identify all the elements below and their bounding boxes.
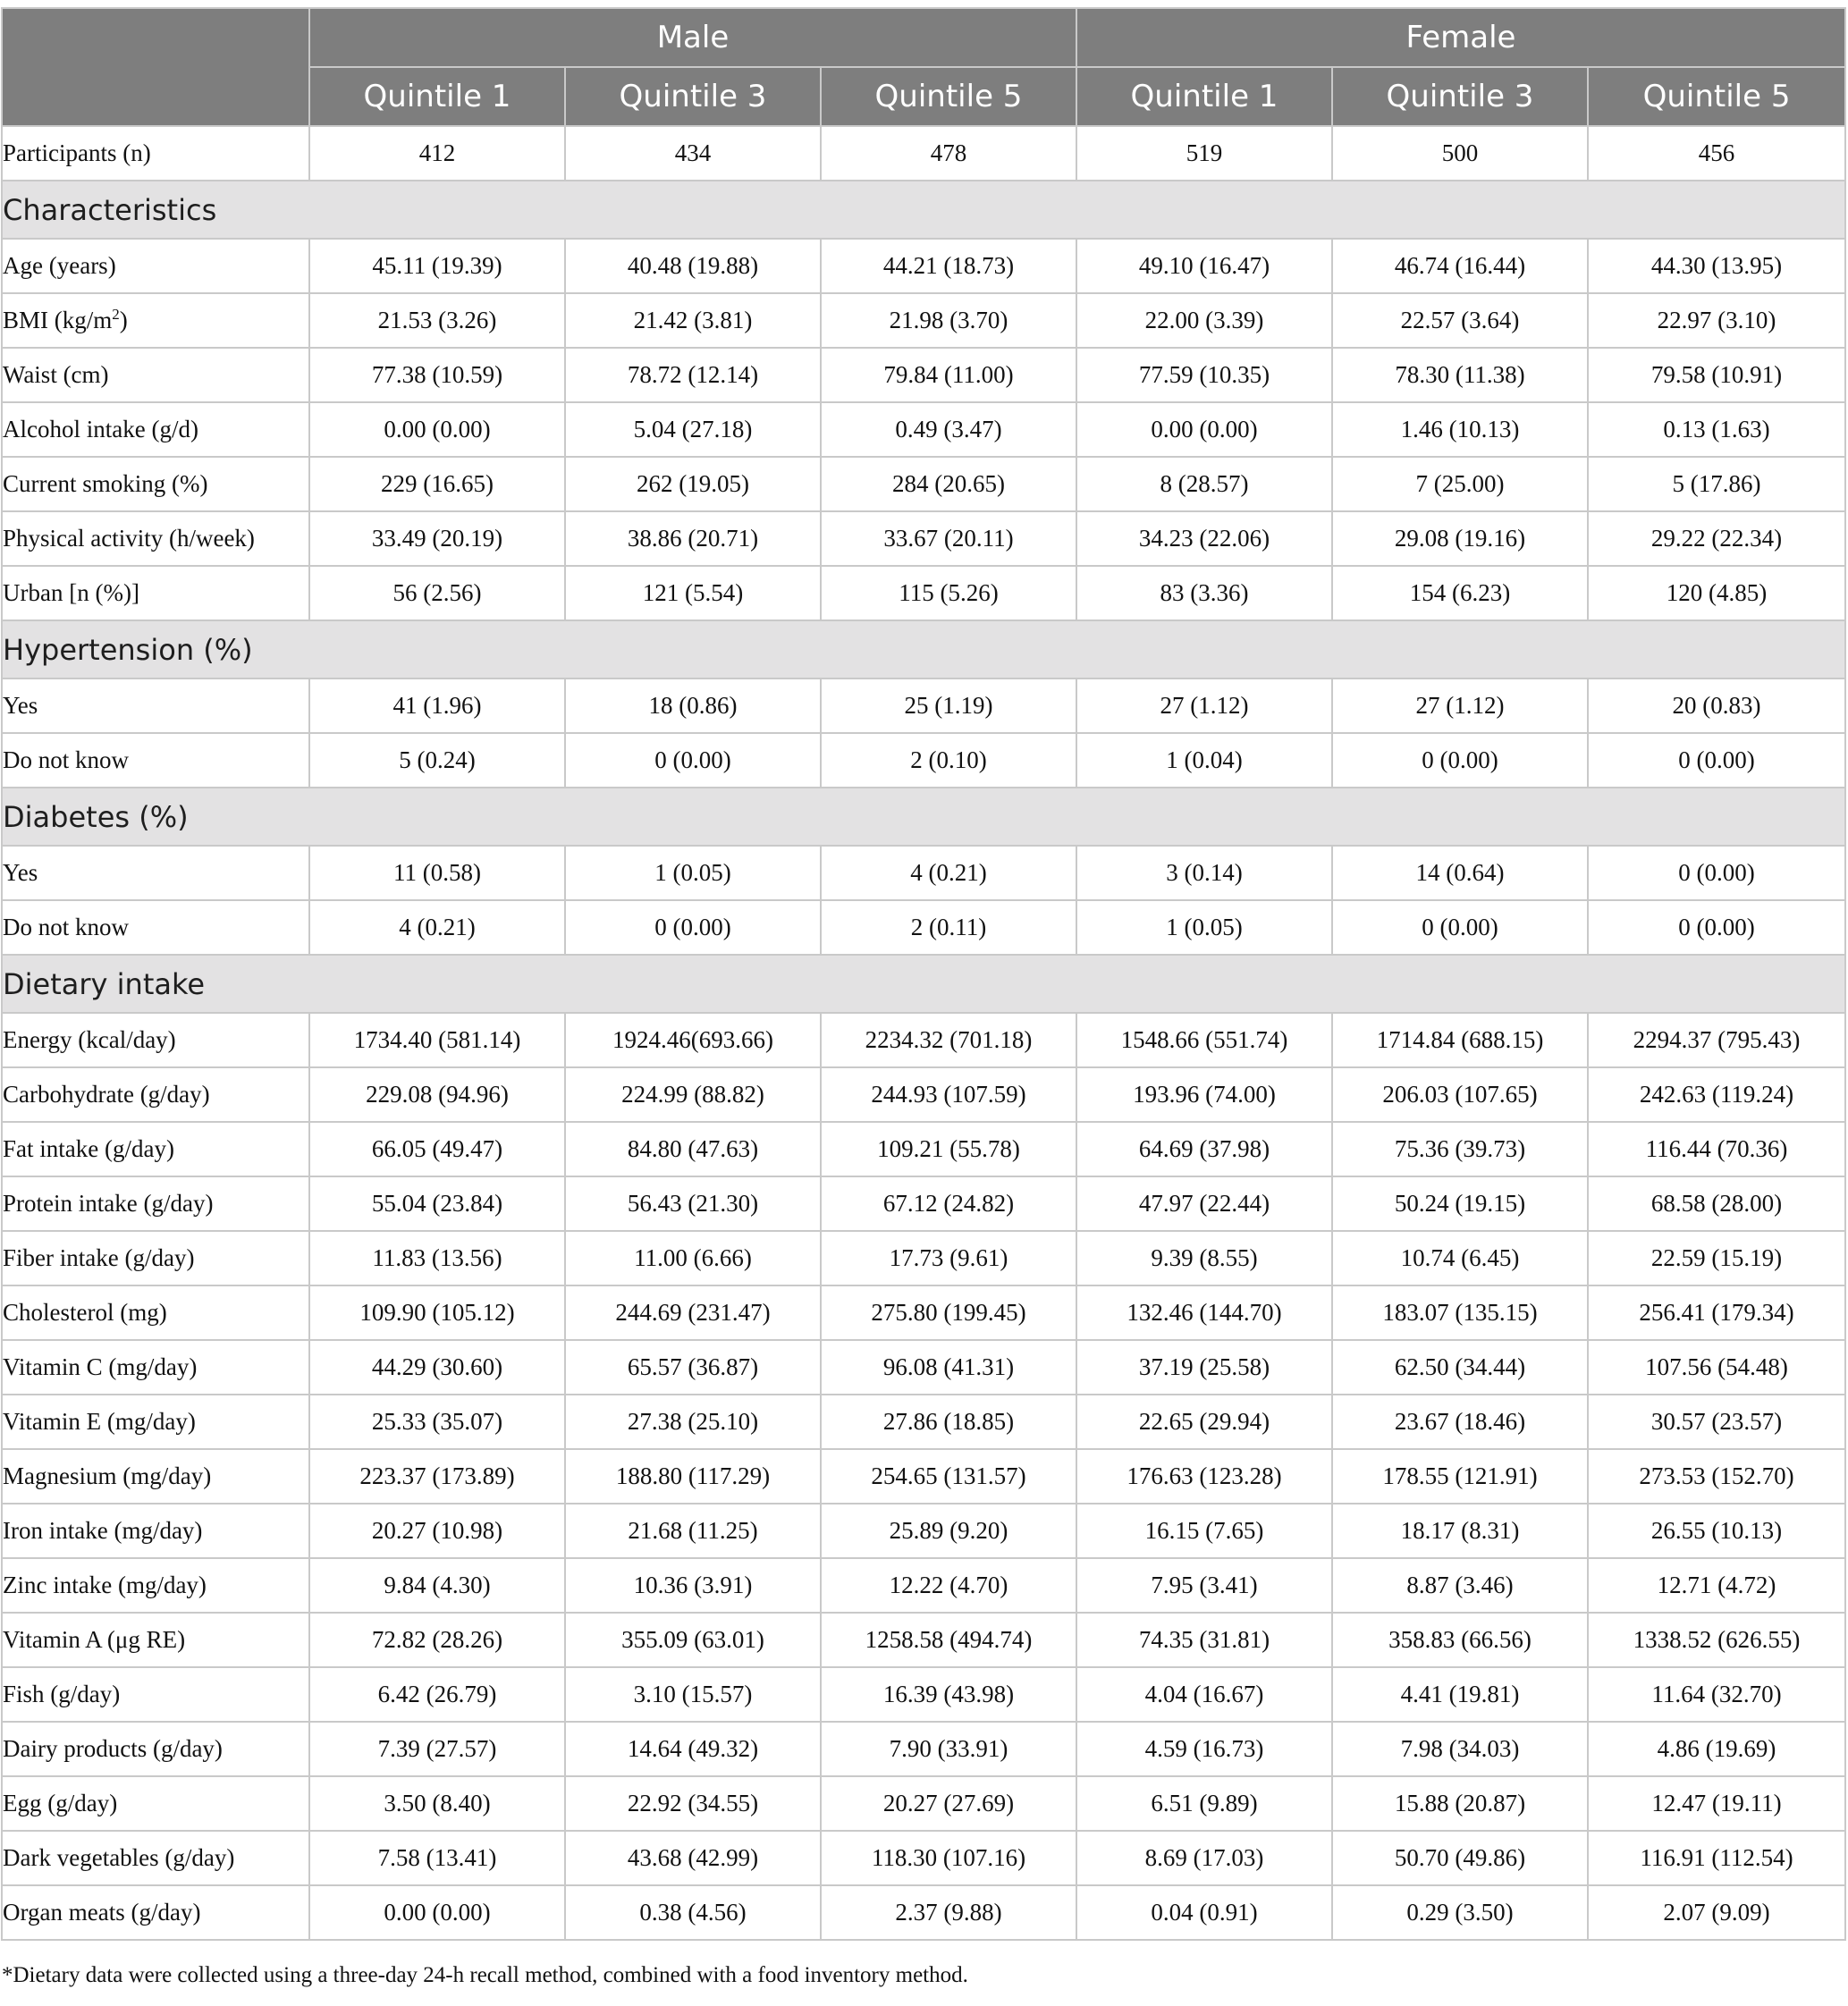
table-cell: 229.08 (94.96) xyxy=(309,1067,565,1122)
column-header: Quintile 1 xyxy=(1076,67,1332,126)
row-label: Dark vegetables (g/day) xyxy=(2,1831,309,1885)
table-cell: 14 (0.64) xyxy=(1332,846,1588,900)
section-title: Diabetes (%) xyxy=(2,788,1845,846)
section-header-row xyxy=(2,620,1845,678)
table-cell: 188.80 (117.29) xyxy=(565,1449,821,1504)
table-cell: 0.00 (0.00) xyxy=(1076,402,1332,457)
table-row xyxy=(2,1776,1845,1831)
table-row xyxy=(2,1395,1845,1449)
table-cell: 64.69 (37.98) xyxy=(1076,1122,1332,1176)
table-cell: 74.35 (31.81) xyxy=(1076,1613,1332,1667)
table-row xyxy=(2,293,1845,348)
table-cell: 9.84 (4.30) xyxy=(309,1558,565,1613)
table-cell: 2234.32 (701.18) xyxy=(821,1013,1076,1067)
table-row xyxy=(2,511,1845,566)
table-cell: 33.49 (20.19) xyxy=(309,511,565,566)
row-label-superscript: 2 xyxy=(112,306,120,323)
table-cell: 41 (1.96) xyxy=(309,678,565,733)
table-cell: 7.58 (13.41) xyxy=(309,1831,565,1885)
table-cell: 20.27 (10.98) xyxy=(309,1504,565,1558)
column-header: Quintile 3 xyxy=(565,67,821,126)
table-row xyxy=(2,1013,1845,1067)
table-cell: 11.00 (6.66) xyxy=(565,1231,821,1285)
table-cell: 15.88 (20.87) xyxy=(1332,1776,1588,1831)
table-row xyxy=(2,1340,1845,1395)
table-cell: 29.22 (22.34) xyxy=(1588,511,1845,566)
table-cell: 6.42 (26.79) xyxy=(309,1667,565,1722)
table-cell: 16.15 (7.65) xyxy=(1076,1504,1332,1558)
table-cell: 6.51 (9.89) xyxy=(1076,1776,1332,1831)
section-title: Dietary intake xyxy=(2,955,1845,1013)
table-cell: 22.65 (29.94) xyxy=(1076,1395,1332,1449)
table-cell: 50.70 (49.86) xyxy=(1332,1831,1588,1885)
table-row xyxy=(2,1613,1845,1667)
table-cell: 5 (0.24) xyxy=(309,733,565,788)
table-cell: 8.69 (17.03) xyxy=(1076,1831,1332,1885)
table-cell: 500 xyxy=(1332,126,1588,181)
table-cell: 79.58 (10.91) xyxy=(1588,348,1845,402)
table-cell: 2.37 (9.88) xyxy=(821,1885,1076,1940)
footnote: *Dietary data were collected using a three-day 24-h recall method, combined with a food inventory method. xyxy=(2,1963,968,1987)
table-cell: 12.22 (4.70) xyxy=(821,1558,1076,1613)
row-label xyxy=(2,293,309,348)
table-cell: 44.29 (30.60) xyxy=(309,1340,565,1395)
table-cell: 176.63 (123.28) xyxy=(1076,1449,1332,1504)
table-cell: 21.53 (3.26) xyxy=(309,293,565,348)
table-cell: 206.03 (107.65) xyxy=(1332,1067,1588,1122)
table-row xyxy=(2,678,1845,733)
table-cell: 78.30 (11.38) xyxy=(1332,348,1588,402)
table-cell: 7.90 (33.91) xyxy=(821,1722,1076,1776)
row-label: Egg (g/day) xyxy=(2,1776,309,1831)
table-cell: 21.42 (3.81) xyxy=(565,293,821,348)
table-cell: 7.39 (27.57) xyxy=(309,1722,565,1776)
table-cell: 30.57 (23.57) xyxy=(1588,1395,1845,1449)
table-cell: 29.08 (19.16) xyxy=(1332,511,1588,566)
table-cell: 1.46 (10.13) xyxy=(1332,402,1588,457)
table-row xyxy=(2,348,1845,402)
row-label: Yes xyxy=(2,678,309,733)
row-label: Dairy products (g/day) xyxy=(2,1722,309,1776)
row-label: Magnesium (mg/day) xyxy=(2,1449,309,1504)
table-cell: 7.95 (3.41) xyxy=(1076,1558,1332,1613)
table-cell: 244.93 (107.59) xyxy=(821,1067,1076,1122)
table-cell: 20 (0.83) xyxy=(1588,678,1845,733)
table-row xyxy=(2,846,1845,900)
column-header: Quintile 3 xyxy=(1332,67,1588,126)
table-cell: 107.56 (54.48) xyxy=(1588,1340,1845,1395)
table-cell: 11.64 (32.70) xyxy=(1588,1667,1845,1722)
table-cell: 25 (1.19) xyxy=(821,678,1076,733)
table-cell: 1734.40 (581.14) xyxy=(309,1013,565,1067)
table-cell: 72.82 (28.26) xyxy=(309,1613,565,1667)
section-title: Hypertension (%) xyxy=(2,620,1845,678)
table-row xyxy=(2,1176,1845,1231)
participants-row xyxy=(2,126,1845,181)
table-cell: 3.10 (15.57) xyxy=(565,1667,821,1722)
row-label-text: BMI (kg/m xyxy=(3,307,113,333)
table-cell: 154 (6.23) xyxy=(1332,566,1588,620)
header-corner xyxy=(2,8,309,126)
table-cell: 96.08 (41.31) xyxy=(821,1340,1076,1395)
table-row xyxy=(2,239,1845,293)
table-cell: 43.68 (42.99) xyxy=(565,1831,821,1885)
table-cell: 10.36 (3.91) xyxy=(565,1558,821,1613)
table-cell: 20.27 (27.69) xyxy=(821,1776,1076,1831)
row-label: Vitamin E (mg/day) xyxy=(2,1395,309,1449)
table-cell: 115 (5.26) xyxy=(821,566,1076,620)
table-row xyxy=(2,1504,1845,1558)
table-cell: 11 (0.58) xyxy=(309,846,565,900)
row-label: Participants (n) xyxy=(2,126,309,181)
table-cell: 193.96 (74.00) xyxy=(1076,1067,1332,1122)
section-header-row xyxy=(2,955,1845,1013)
table-cell: 44.30 (13.95) xyxy=(1588,239,1845,293)
table-row xyxy=(2,566,1845,620)
table-cell: 17.73 (9.61) xyxy=(821,1231,1076,1285)
table-row xyxy=(2,1067,1845,1122)
table-cell: 0 (0.00) xyxy=(1588,733,1845,788)
table-cell: 55.04 (23.84) xyxy=(309,1176,565,1231)
table-cell: 66.05 (49.47) xyxy=(309,1122,565,1176)
table-cell: 22.59 (15.19) xyxy=(1588,1231,1845,1285)
table-cell: 18 (0.86) xyxy=(565,678,821,733)
table-row xyxy=(2,1285,1845,1340)
table-cell: 25.89 (9.20) xyxy=(821,1504,1076,1558)
table-cell: 1 (0.04) xyxy=(1076,733,1332,788)
table-cell: 49.10 (16.47) xyxy=(1076,239,1332,293)
table-cell: 254.65 (131.57) xyxy=(821,1449,1076,1504)
table-cell: 0 (0.00) xyxy=(565,733,821,788)
table-cell: 456 xyxy=(1588,126,1845,181)
table-cell: 118.30 (107.16) xyxy=(821,1831,1076,1885)
table-cell: 33.67 (20.11) xyxy=(821,511,1076,566)
table-cell: 434 xyxy=(565,126,821,181)
table-row xyxy=(2,1558,1845,1613)
table-cell: 2 (0.10) xyxy=(821,733,1076,788)
table-cell: 68.58 (28.00) xyxy=(1588,1176,1845,1231)
table-cell: 478 xyxy=(821,126,1076,181)
table-cell: 40.48 (19.88) xyxy=(565,239,821,293)
table-cell: 1714.84 (688.15) xyxy=(1332,1013,1588,1067)
table-cell: 0 (0.00) xyxy=(1332,733,1588,788)
table-cell: 79.84 (11.00) xyxy=(821,348,1076,402)
table-cell: 75.36 (39.73) xyxy=(1332,1122,1588,1176)
row-label-suffix: ) xyxy=(119,307,128,333)
table-cell: 8.87 (3.46) xyxy=(1332,1558,1588,1613)
row-label: Zinc intake (mg/day) xyxy=(2,1558,309,1613)
table-cell: 27 (1.12) xyxy=(1332,678,1588,733)
table-cell: 3.50 (8.40) xyxy=(309,1776,565,1831)
table-cell: 84.80 (47.63) xyxy=(565,1122,821,1176)
column-header: Quintile 5 xyxy=(1588,67,1845,126)
table-cell: 2294.37 (795.43) xyxy=(1588,1013,1845,1067)
table-cell: 16.39 (43.98) xyxy=(821,1667,1076,1722)
table-cell: 2 (0.11) xyxy=(821,900,1076,955)
table-cell: 27.86 (18.85) xyxy=(821,1395,1076,1449)
table-cell: 0.00 (0.00) xyxy=(309,1885,565,1940)
table-cell: 77.59 (10.35) xyxy=(1076,348,1332,402)
table-cell: 0.13 (1.63) xyxy=(1588,402,1845,457)
row-label: Iron intake (mg/day) xyxy=(2,1504,309,1558)
table-cell: 0.00 (0.00) xyxy=(309,402,565,457)
table-cell: 223.37 (173.89) xyxy=(309,1449,565,1504)
table-cell: 83 (3.36) xyxy=(1076,566,1332,620)
table-cell: 0.29 (3.50) xyxy=(1332,1885,1588,1940)
table-cell: 4.41 (19.81) xyxy=(1332,1667,1588,1722)
table-cell: 22.00 (3.39) xyxy=(1076,293,1332,348)
row-label: Age (years) xyxy=(2,239,309,293)
table-cell: 4 (0.21) xyxy=(309,900,565,955)
table-row xyxy=(2,1885,1845,1940)
table-cell: 284 (20.65) xyxy=(821,457,1076,511)
table-cell: 0 (0.00) xyxy=(565,900,821,955)
table-cell: 1338.52 (626.55) xyxy=(1588,1613,1845,1667)
table-cell: 262 (19.05) xyxy=(565,457,821,511)
row-label: Fat intake (g/day) xyxy=(2,1122,309,1176)
table-cell: 0 (0.00) xyxy=(1332,900,1588,955)
row-label: Energy (kcal/day) xyxy=(2,1013,309,1067)
table-cell: 45.11 (19.39) xyxy=(309,239,565,293)
table-cell: 109.90 (105.12) xyxy=(309,1285,565,1340)
table-cell: 10.74 (6.45) xyxy=(1332,1231,1588,1285)
table-row xyxy=(2,402,1845,457)
table-cell: 9.39 (8.55) xyxy=(1076,1231,1332,1285)
table-row xyxy=(2,1831,1845,1885)
table-cell: 62.50 (34.44) xyxy=(1332,1340,1588,1395)
table-cell: 116.91 (112.54) xyxy=(1588,1831,1845,1885)
table-cell: 1258.58 (494.74) xyxy=(821,1613,1076,1667)
table-row xyxy=(2,1667,1845,1722)
table-row xyxy=(2,1122,1845,1176)
table-row xyxy=(2,1231,1845,1285)
row-label: Vitamin C (mg/day) xyxy=(2,1340,309,1395)
table-cell: 1924.46(693.66) xyxy=(565,1013,821,1067)
table-cell: 229 (16.65) xyxy=(309,457,565,511)
table-cell: 4.86 (19.69) xyxy=(1588,1722,1845,1776)
table-cell: 224.99 (88.82) xyxy=(565,1067,821,1122)
table-cell: 121 (5.54) xyxy=(565,566,821,620)
table-cell: 4 (0.21) xyxy=(821,846,1076,900)
row-label: Yes xyxy=(2,846,309,900)
table-cell: 519 xyxy=(1076,126,1332,181)
table-cell: 4.59 (16.73) xyxy=(1076,1722,1332,1776)
table-cell: 0.38 (4.56) xyxy=(565,1885,821,1940)
section-header-row xyxy=(2,181,1845,239)
table-cell: 34.23 (22.06) xyxy=(1076,511,1332,566)
table-cell: 275.80 (199.45) xyxy=(821,1285,1076,1340)
table-cell: 25.33 (35.07) xyxy=(309,1395,565,1449)
section-header-row xyxy=(2,788,1845,846)
table-cell: 116.44 (70.36) xyxy=(1588,1122,1845,1176)
table-cell: 14.64 (49.32) xyxy=(565,1722,821,1776)
table-cell: 273.53 (152.70) xyxy=(1588,1449,1845,1504)
table-cell: 256.41 (179.34) xyxy=(1588,1285,1845,1340)
table-cell: 0 (0.00) xyxy=(1588,846,1845,900)
row-label: Current smoking (%) xyxy=(2,457,309,511)
data-table xyxy=(1,7,1846,1941)
table-cell: 1 (0.05) xyxy=(565,846,821,900)
row-label: Physical activity (h/week) xyxy=(2,511,309,566)
table-cell: 67.12 (24.82) xyxy=(821,1176,1076,1231)
table-cell: 37.19 (25.58) xyxy=(1076,1340,1332,1395)
row-label: Vitamin A (μg RE) xyxy=(2,1613,309,1667)
table-row xyxy=(2,733,1845,788)
table-cell: 22.92 (34.55) xyxy=(565,1776,821,1831)
row-label: Fiber intake (g/day) xyxy=(2,1231,309,1285)
row-label: Alcohol intake (g/d) xyxy=(2,402,309,457)
table-cell: 244.69 (231.47) xyxy=(565,1285,821,1340)
table-cell: 56 (2.56) xyxy=(309,566,565,620)
table-cell: 50.24 (19.15) xyxy=(1332,1176,1588,1231)
table-row xyxy=(2,1722,1845,1776)
table-row xyxy=(2,1449,1845,1504)
row-label: Carbohydrate (g/day) xyxy=(2,1067,309,1122)
table-cell: 11.83 (13.56) xyxy=(309,1231,565,1285)
table-cell: 2.07 (9.09) xyxy=(1588,1885,1845,1940)
table-cell: 77.38 (10.59) xyxy=(309,348,565,402)
table-cell: 21.68 (11.25) xyxy=(565,1504,821,1558)
group-header-male: Male xyxy=(309,8,1076,67)
column-header: Quintile 1 xyxy=(309,67,565,126)
row-label: Waist (cm) xyxy=(2,348,309,402)
table-cell: 412 xyxy=(309,126,565,181)
table-cell: 18.17 (8.31) xyxy=(1332,1504,1588,1558)
table-cell: 7 (25.00) xyxy=(1332,457,1588,511)
table-cell: 8 (28.57) xyxy=(1076,457,1332,511)
table-cell: 3 (0.14) xyxy=(1076,846,1332,900)
group-header-female: Female xyxy=(1076,8,1845,67)
row-label: Cholesterol (mg) xyxy=(2,1285,309,1340)
table-cell: 23.67 (18.46) xyxy=(1332,1395,1588,1449)
table-cell: 242.63 (119.24) xyxy=(1588,1067,1845,1122)
table-cell: 5.04 (27.18) xyxy=(565,402,821,457)
row-label: Fish (g/day) xyxy=(2,1667,309,1722)
table-cell: 46.74 (16.44) xyxy=(1332,239,1588,293)
table-cell: 1548.66 (551.74) xyxy=(1076,1013,1332,1067)
table-cell: 22.57 (3.64) xyxy=(1332,293,1588,348)
table-cell: 44.21 (18.73) xyxy=(821,239,1076,293)
table-cell: 5 (17.86) xyxy=(1588,457,1845,511)
table-cell: 109.21 (55.78) xyxy=(821,1122,1076,1176)
table-cell: 12.71 (4.72) xyxy=(1588,1558,1845,1613)
table-cell: 21.98 (3.70) xyxy=(821,293,1076,348)
table-cell: 178.55 (121.91) xyxy=(1332,1449,1588,1504)
table-cell: 56.43 (21.30) xyxy=(565,1176,821,1231)
row-label: Do not know xyxy=(2,733,309,788)
table-cell: 27.38 (25.10) xyxy=(565,1395,821,1449)
table-cell: 27 (1.12) xyxy=(1076,678,1332,733)
table-cell: 183.07 (135.15) xyxy=(1332,1285,1588,1340)
table-cell: 120 (4.85) xyxy=(1588,566,1845,620)
section-title: Characteristics xyxy=(2,181,1845,239)
table-cell: 1 (0.05) xyxy=(1076,900,1332,955)
row-label: Organ meats (g/day) xyxy=(2,1885,309,1940)
table-cell: 0.04 (0.91) xyxy=(1076,1885,1332,1940)
table-cell: 0 (0.00) xyxy=(1588,900,1845,955)
table-cell: 355.09 (63.01) xyxy=(565,1613,821,1667)
table-cell: 38.86 (20.71) xyxy=(565,511,821,566)
row-label: Do not know xyxy=(2,900,309,955)
table-cell: 4.04 (16.67) xyxy=(1076,1667,1332,1722)
table-cell: 65.57 (36.87) xyxy=(565,1340,821,1395)
table-cell: 78.72 (12.14) xyxy=(565,348,821,402)
table-cell: 132.46 (144.70) xyxy=(1076,1285,1332,1340)
column-header: Quintile 5 xyxy=(821,67,1076,126)
table-cell: 7.98 (34.03) xyxy=(1332,1722,1588,1776)
table-cell: 47.97 (22.44) xyxy=(1076,1176,1332,1231)
row-label: Protein intake (g/day) xyxy=(2,1176,309,1231)
row-label: Urban [n (%)] xyxy=(2,566,309,620)
table-cell: 22.97 (3.10) xyxy=(1588,293,1845,348)
table-cell: 12.47 (19.11) xyxy=(1588,1776,1845,1831)
table-row xyxy=(2,457,1845,511)
table-cell: 26.55 (10.13) xyxy=(1588,1504,1845,1558)
table-cell: 0.49 (3.47) xyxy=(821,402,1076,457)
table-row xyxy=(2,900,1845,955)
group-header-row xyxy=(2,8,1845,67)
table-cell: 358.83 (66.56) xyxy=(1332,1613,1588,1667)
